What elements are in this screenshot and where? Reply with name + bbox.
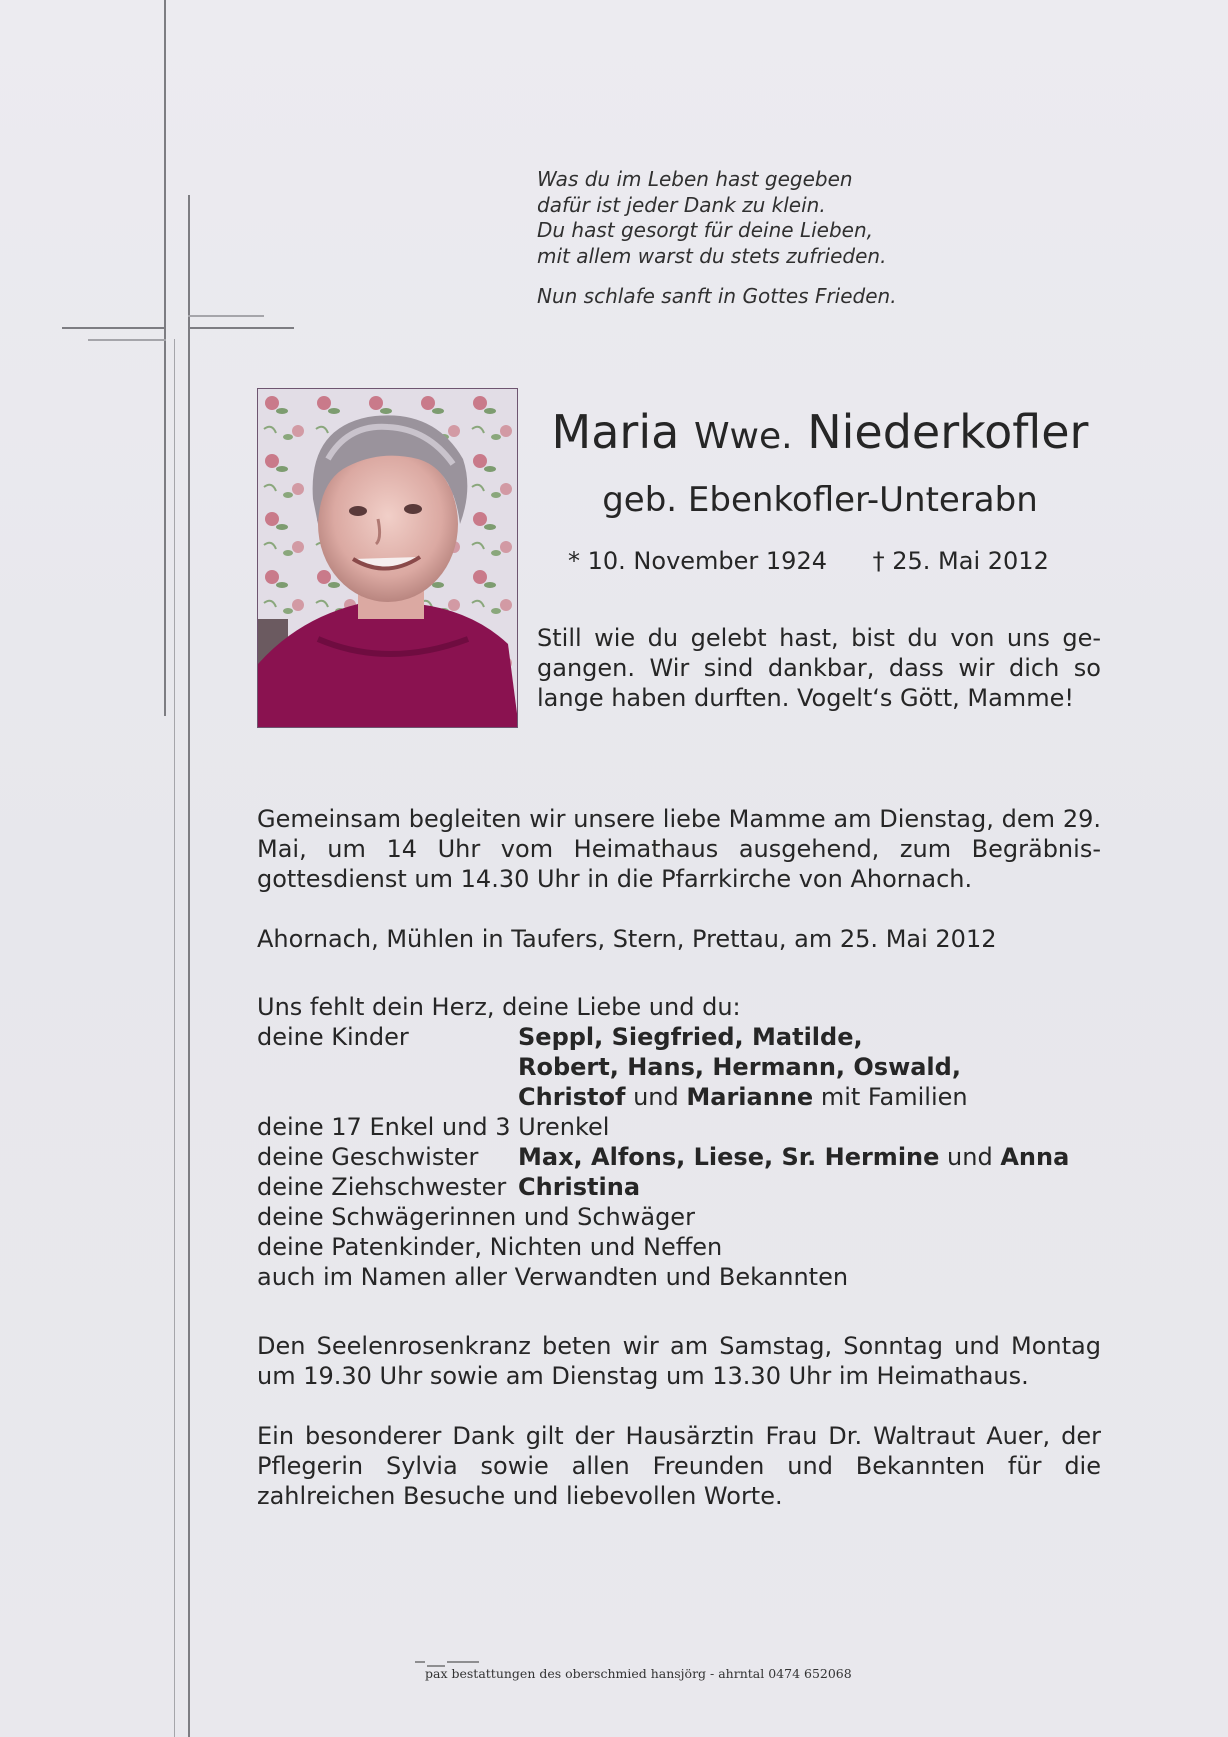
place-date: Ahornach, Mühlen in Taufers, Stern, Prettau, am 25. Mai 2012 (257, 925, 997, 953)
children-names-1: Seppl, Siegfried, Matilde, (518, 1023, 863, 1051)
cross-vertical-left (164, 0, 166, 716)
cross-horizontal-inner-right (188, 315, 264, 317)
siblings-names: Max, Alfons, Liese, Sr. Hermine (518, 1143, 940, 1171)
funeral-text: Gemeinsam begleiten wir unsere liebe Mamme am Dienstag, dem 29. Mai, um 14 Uhr vom Heimathaus ausgehend, zum Begräbnisgottesdienst um 14.30 Uhr in die Pfarrkirche von Ahornach. (257, 805, 1101, 893)
mourners-intro: Uns fehlt dein Herz, deine Liebe und du: (257, 993, 741, 1021)
children-name-christof: Christof (518, 1083, 626, 1111)
birth-date: * 10. November 1924 (568, 547, 827, 575)
children-label: deine Kinder (257, 1023, 409, 1051)
in-laws: deine Schwägerinnen und Schwäger (257, 1203, 695, 1231)
widow-title: Wwe. (693, 416, 793, 457)
portrait-image (258, 389, 518, 728)
cross-vertical-inner (174, 339, 175, 1737)
last-name: Niederkofler (807, 405, 1089, 459)
poem-closing: Nun schlafe sanft in Gottes Frieden. (537, 284, 897, 308)
sibling-anna: Anna (1000, 1143, 1070, 1171)
portrait-photo (257, 388, 518, 728)
poem (537, 167, 1097, 310)
and-word: und (947, 1143, 993, 1171)
cross-horizontal-top-right (188, 327, 294, 329)
siblings-label: deine Geschwister (257, 1143, 479, 1171)
thanks-text: Ein besonderer Dank gilt der Hausärztin Frau Dr. Waltraut Auer, der Pflegerin Sylvia sowie allen Freunden und Bekannten für die zahlreichen Besuche und liebevollen Worte. (257, 1422, 1101, 1510)
undertaker-footer: pax bestattungen des oberschmied hansjörg - ahrntal 0474 652068 (425, 1666, 852, 1681)
first-name: Maria (551, 405, 680, 459)
with-families: mit Familien (820, 1083, 968, 1111)
and-word: und (633, 1083, 679, 1111)
death-date: † 25. Mai 2012 (872, 547, 1049, 575)
grandchildren: deine 17 Enkel und 3 Urenkel (257, 1113, 610, 1141)
cross-horizontal-inner (88, 339, 166, 341)
children-name-marianne: Marianne (686, 1083, 814, 1111)
cross-horizontal-top (62, 327, 166, 329)
cross-vertical-right (188, 195, 190, 1737)
foster-sister-label: deine Ziehschwester (257, 1173, 507, 1201)
life-dates (568, 543, 1049, 579)
children-names-2: Robert, Hans, Hermann, Oswald, (518, 1053, 961, 1081)
birth-name: geb. Ebenkofler-Unterabn (602, 480, 1038, 520)
mourners-list (257, 992, 1117, 1292)
deceased-name (520, 404, 1120, 465)
farewell-text: Still wie du gelebt hast, bist du von uns gegangen. Wir sind dankbar, dass wir dich so lange haben durften. Vogelt‘s Gött, Mamme! (537, 624, 1101, 712)
poem-line-4: mit allem warst du stets zufrieden. (537, 243, 887, 268)
poem-line-3: Du hast gesorgt für deine Lieben, (537, 218, 873, 242)
relatives: auch im Namen aller Verwandten und Bekannten (257, 1263, 849, 1291)
godchildren: deine Patenkinder, Nichten und Neffen (257, 1233, 723, 1261)
poem-line-1: Was du im Leben hast gegeben (537, 167, 853, 191)
rosary-text: Den Seelenrosenkranz beten wir am Samstag, Sonntag und Montag um 19.30 Uhr sowie am Dienstag um 13.30 Uhr im Heimathaus. (257, 1332, 1101, 1390)
poem-line-2: dafür ist jeder Dank zu klein. (537, 192, 826, 217)
foster-sister-name: Christina (518, 1173, 641, 1201)
